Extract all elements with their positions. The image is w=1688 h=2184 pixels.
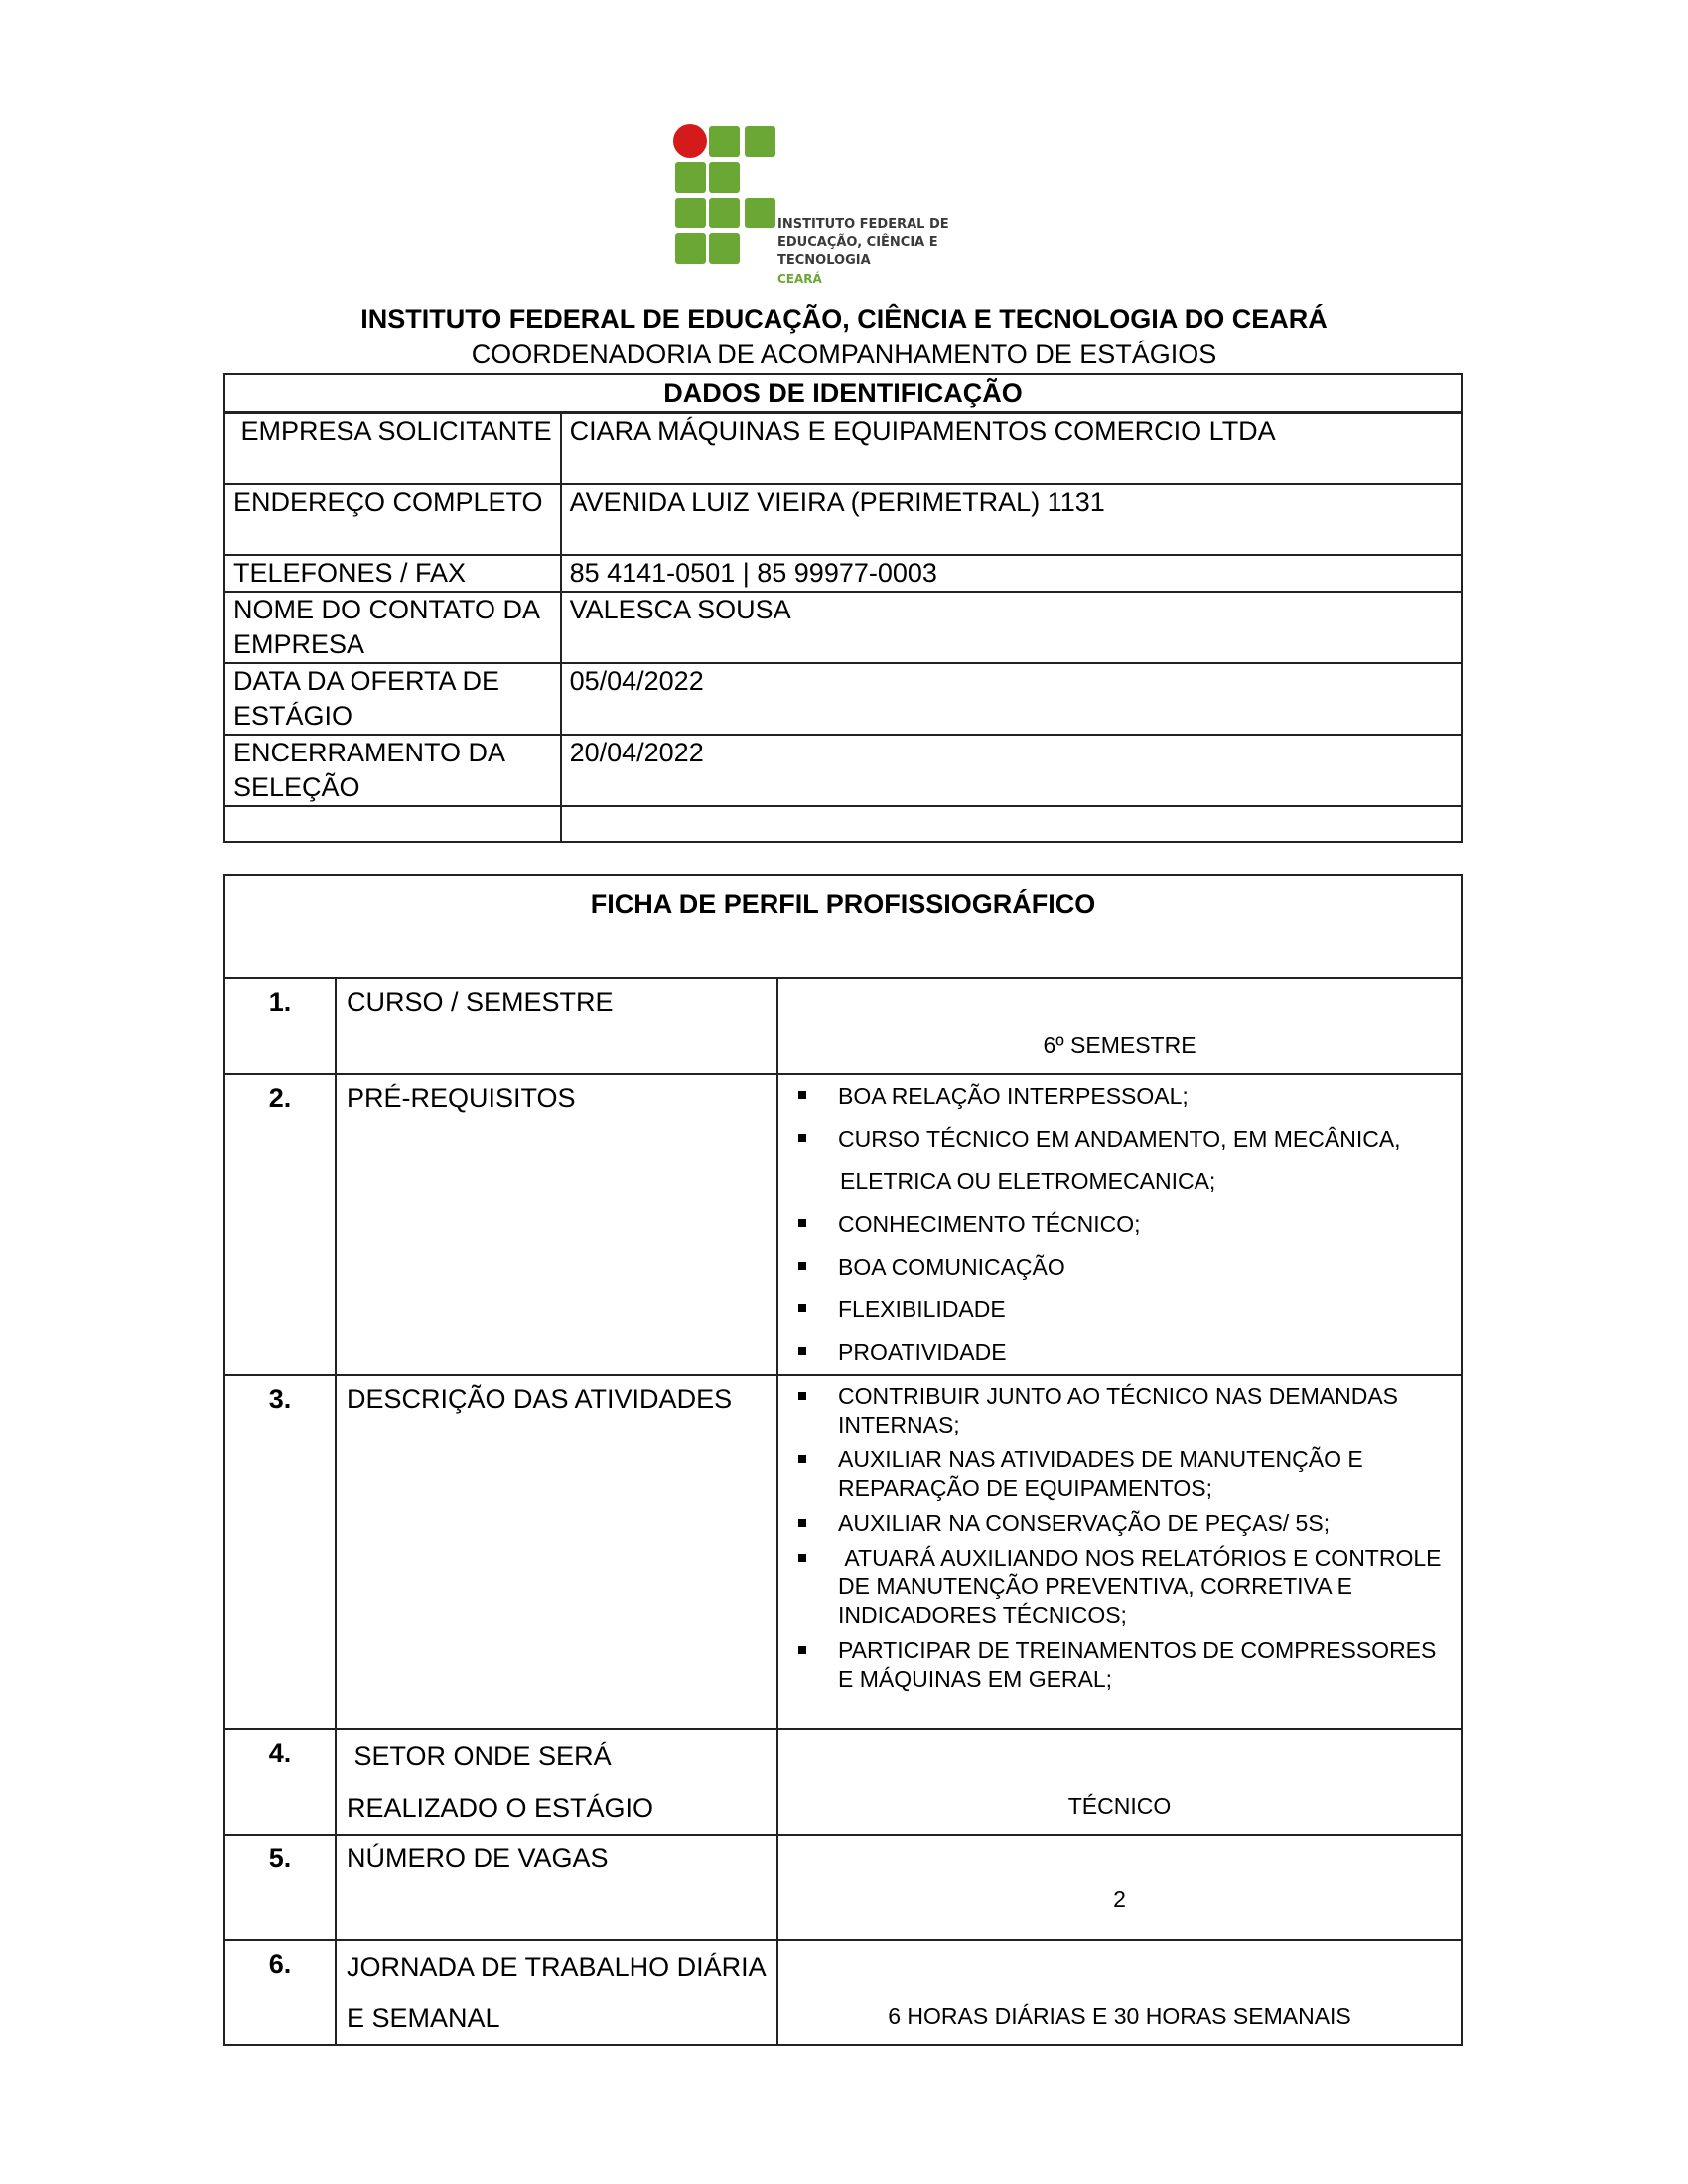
identification-table bbox=[223, 373, 1463, 843]
department-title: COORDENADORIA DE ACOMPANHAMENTO DE ESTÁGIOS bbox=[471, 340, 1217, 369]
offer-date-value: 05/04/2022 bbox=[561, 663, 1462, 735]
table-row bbox=[224, 1729, 1462, 1835]
table-row bbox=[224, 484, 1462, 555]
table-row bbox=[224, 663, 1462, 735]
row-number: 2. bbox=[224, 1074, 336, 1375]
contact-value: VALESCA SOUSA bbox=[561, 592, 1462, 663]
list-item: CURSO TÉCNICO EM ANDAMENTO, EM MECÂNICA, bbox=[792, 1118, 1447, 1160]
closing-value: 20/04/2022 bbox=[561, 735, 1462, 806]
profile-table bbox=[223, 874, 1463, 2046]
empty-cell bbox=[224, 806, 561, 842]
list-item: FLEXIBILIDADE bbox=[792, 1289, 1447, 1331]
contact-label: NOME DO CONTATO DA EMPRESA bbox=[224, 592, 561, 663]
table-row bbox=[224, 806, 1462, 842]
row-number: 3. bbox=[224, 1375, 336, 1729]
closing-label: ENCERRAMENTO DA SELEÇÃO bbox=[224, 735, 561, 806]
list-item: CONHECIMENTO TÉCNICO; bbox=[792, 1203, 1447, 1246]
sector-label: SETOR ONDE SERÁ REALIZADO O ESTÁGIO bbox=[336, 1729, 777, 1835]
table-row bbox=[224, 1940, 1462, 2045]
company-label: EMPRESA SOLICITANTE bbox=[224, 413, 561, 484]
vacancies-label: NÚMERO DE VAGAS bbox=[336, 1835, 777, 1940]
workload-label: JORNADA DE TRABALHO DIÁRIA E SEMANAL bbox=[336, 1940, 777, 2045]
institution-title: INSTITUTO FEDERAL DE EDUCAÇÃO, CIÊNCIA E TECNOLOGIA DO CEARÁ bbox=[360, 304, 1328, 334]
list-item: ATUARÁ AUXILIANDO NOS RELATÓRIOS E CONTROLE DE MANUTENÇÃO PREVENTIVA, CORRETIVA E INDICADORES TÉCNICOS; bbox=[792, 1544, 1447, 1630]
list-item: AUXILIAR NA CONSERVAÇÃO DE PEÇAS/ 5S; bbox=[792, 1509, 1447, 1538]
vacancies-value: 2 bbox=[777, 1835, 1462, 1940]
prerequisites-list bbox=[792, 1075, 1447, 1374]
table-row bbox=[224, 555, 1462, 592]
activities-list bbox=[792, 1382, 1447, 1694]
workload-value: 6 HORAS DIÁRIAS E 30 HORAS SEMANAIS bbox=[777, 1940, 1462, 2045]
list-item: PROATIVIDADE bbox=[792, 1331, 1447, 1374]
activities-label: DESCRIÇÃO DAS ATIVIDADES bbox=[336, 1375, 777, 1729]
address-value: AVENIDA LUIZ VIEIRA (PERIMETRAL) 1131 bbox=[561, 484, 1462, 555]
table-row bbox=[224, 413, 1462, 484]
address-label: ENDEREÇO COMPLETO bbox=[224, 484, 561, 555]
table-row bbox=[224, 735, 1462, 806]
sector-value: TÉCNICO bbox=[777, 1729, 1462, 1835]
table-row bbox=[224, 978, 1462, 1074]
prerequisites-value bbox=[777, 1074, 1462, 1375]
list-item: AUXILIAR NAS ATIVIDADES DE MANUTENÇÃO E REPARAÇÃO DE EQUIPAMENTOS; bbox=[792, 1445, 1447, 1503]
list-item: BOA COMUNICAÇÃO bbox=[792, 1246, 1447, 1289]
list-item: BOA RELAÇÃO INTERPESSOAL; bbox=[792, 1075, 1447, 1118]
phone-value: 85 4141-0501 | 85 99977-0003 bbox=[561, 555, 1462, 592]
profile-title: FICHA DE PERFIL PROFISSIOGRÁFICO bbox=[224, 875, 1462, 978]
list-item: ELETRICA OU ELETROMECANICA; bbox=[840, 1168, 1216, 1194]
row-number: 1. bbox=[224, 978, 336, 1074]
logo-text: INSTITUTO FEDERAL DE EDUCAÇÃO, CIÊNCIA E TECNOLOGIA CEARÁ bbox=[777, 217, 949, 286]
list-item: CONTRIBUIR JUNTO AO TÉCNICO NAS DEMANDAS INTERNAS; bbox=[792, 1382, 1447, 1439]
table-row bbox=[224, 1835, 1462, 1940]
empty-cell bbox=[561, 806, 1462, 842]
activities-value bbox=[777, 1375, 1462, 1729]
institution-logo bbox=[673, 124, 1031, 286]
table-row bbox=[224, 1074, 1462, 1375]
course-value: 6º SEMESTRE bbox=[777, 978, 1462, 1074]
phone-label: TELEFONES / FAX bbox=[224, 555, 561, 592]
row-number: 4. bbox=[224, 1729, 336, 1835]
list-item: PARTICIPAR DE TREINAMENTOS DE COMPRESSORES E MÁQUINAS EM GERAL; bbox=[792, 1636, 1447, 1694]
company-value: CIARA MÁQUINAS E EQUIPAMENTOS COMERCIO LTDA bbox=[561, 413, 1462, 484]
row-number: 6. bbox=[224, 1940, 336, 2045]
course-label: CURSO / SEMESTRE bbox=[336, 978, 777, 1074]
table-row bbox=[224, 1375, 1462, 1729]
table-row bbox=[224, 592, 1462, 663]
offer-date-label: DATA DA OFERTA DE ESTÁGIO bbox=[224, 663, 561, 735]
row-number: 5. bbox=[224, 1835, 336, 1940]
identification-title: DADOS DE IDENTIFICAÇÃO bbox=[224, 374, 1462, 413]
prerequisites-label: PRÉ-REQUISITOS bbox=[336, 1074, 777, 1375]
